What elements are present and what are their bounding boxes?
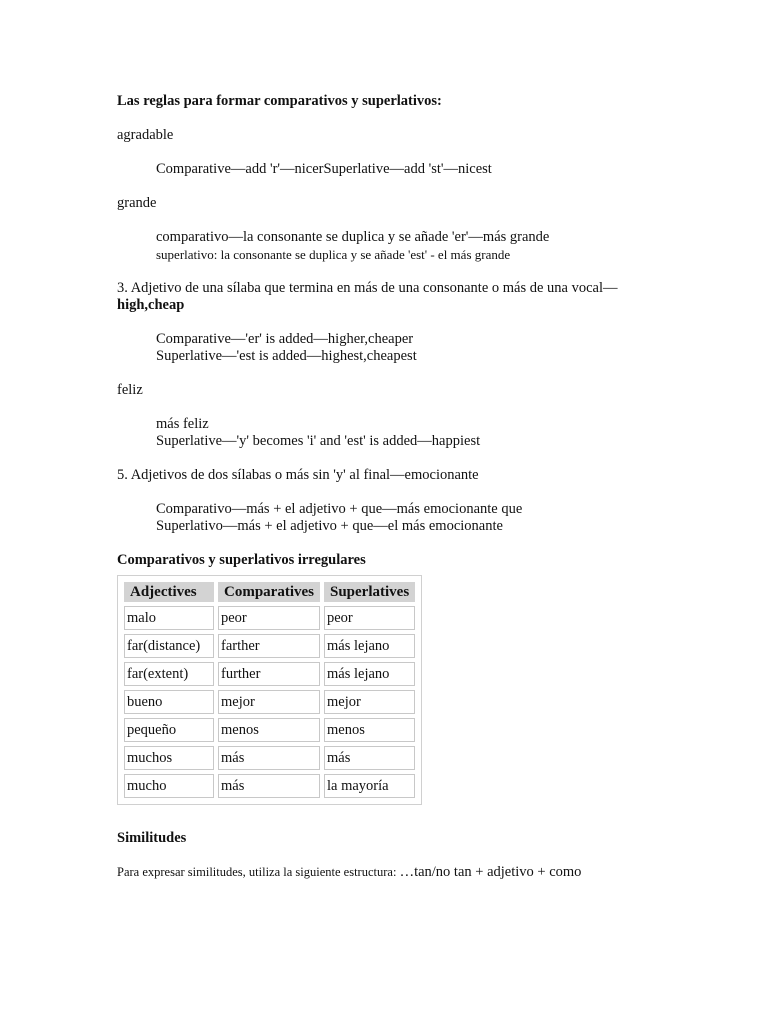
rule3-text: 3. Adjetivo de una sílaba que termina en más de una consonante o más de una vocal— bbox=[117, 280, 618, 296]
bullet-item: Superlative—'y' becomes 'i' and 'est' is added—happiest bbox=[156, 433, 481, 449]
rule5-bullet-list bbox=[142, 501, 737, 535]
document-page bbox=[117, 93, 737, 881]
rule5-text: 5. Adjetivos de dos sílabas o más sin 'y' al final—emocionante bbox=[117, 467, 479, 483]
table-cell: mucho bbox=[124, 774, 214, 798]
table-cell: más bbox=[324, 746, 415, 770]
table-header-row bbox=[124, 582, 415, 602]
bullet-item: Superlative—'est is added—highest,cheapest bbox=[156, 348, 417, 364]
table-cell: más lejano bbox=[324, 634, 415, 658]
table-cell: far(extent) bbox=[124, 662, 214, 686]
rule3-bullet-list bbox=[142, 331, 737, 365]
table-cell: pequeño bbox=[124, 718, 214, 742]
table-cell: más lejano bbox=[324, 662, 415, 686]
bullet-item: más feliz bbox=[156, 416, 209, 432]
rule4-bullet-list bbox=[142, 416, 737, 450]
table-cell: menos bbox=[218, 718, 320, 742]
rule1-bullet-list bbox=[142, 161, 737, 178]
rule3-example: high,cheap bbox=[117, 297, 185, 313]
table-cell: farther bbox=[218, 634, 320, 658]
table-row bbox=[124, 606, 415, 630]
bullet-item: Comparative—'er' is added—higher,cheaper bbox=[156, 331, 414, 347]
table-cell: más bbox=[218, 774, 320, 798]
table-row bbox=[124, 718, 415, 742]
bullet-item: comparativo—la consonante se duplica y se añade 'er'—más grande bbox=[156, 229, 550, 245]
header-adjectives: Adjectives bbox=[124, 582, 214, 602]
bullet-item: superlativo: la consonante se duplica y se añade 'est' - el más grande bbox=[156, 247, 511, 262]
bullet-item: Comparativo—más + el adjetivo + que—más emocionante que bbox=[156, 501, 523, 517]
table-cell: mejor bbox=[218, 690, 320, 714]
rule-word-grande: grande bbox=[117, 195, 157, 211]
bullet-item: Superlativo—más + el adjetivo + que—el más emocionante bbox=[156, 518, 503, 534]
table-cell: bueno bbox=[124, 690, 214, 714]
table-row bbox=[124, 634, 415, 658]
table-cell: peor bbox=[218, 606, 320, 630]
page-title: Las reglas para formar comparativos y superlativos: bbox=[117, 93, 442, 109]
table-cell: malo bbox=[124, 606, 214, 630]
table-cell: más bbox=[218, 746, 320, 770]
table-row bbox=[124, 774, 415, 798]
table-row bbox=[124, 746, 415, 770]
table-cell: further bbox=[218, 662, 320, 686]
irregular-table-frame bbox=[117, 575, 422, 805]
table-cell: menos bbox=[324, 718, 415, 742]
similitudes-structure: …tan/no tan + adjetivo + como bbox=[399, 864, 582, 880]
table-cell: peor bbox=[324, 606, 415, 630]
rule2-bullet-list bbox=[142, 229, 737, 263]
table-cell: mejor bbox=[324, 690, 415, 714]
bullet-item: Comparative—add 'r'—nicerSuperlative—add 'st'—nicest bbox=[156, 161, 492, 177]
table-cell: la mayoría bbox=[324, 774, 415, 798]
header-comparatives: Comparatives bbox=[218, 582, 320, 602]
irregular-heading: Comparativos y superlativos irregulares bbox=[117, 552, 366, 568]
table-row bbox=[124, 662, 415, 686]
similitudes-heading: Similitudes bbox=[117, 830, 187, 846]
table-cell: far(distance) bbox=[124, 634, 214, 658]
table-cell: muchos bbox=[124, 746, 214, 770]
similitudes-text: Para expresar similitudes, utiliza la siguiente estructura: …tan/no tan + adjetivo + como bbox=[117, 864, 582, 880]
rule-word-agradable: agradable bbox=[117, 127, 174, 143]
header-superlatives: Superlatives bbox=[324, 582, 415, 602]
table-row bbox=[124, 690, 415, 714]
irregular-table bbox=[120, 578, 419, 802]
rule-word-feliz: feliz bbox=[117, 382, 143, 398]
